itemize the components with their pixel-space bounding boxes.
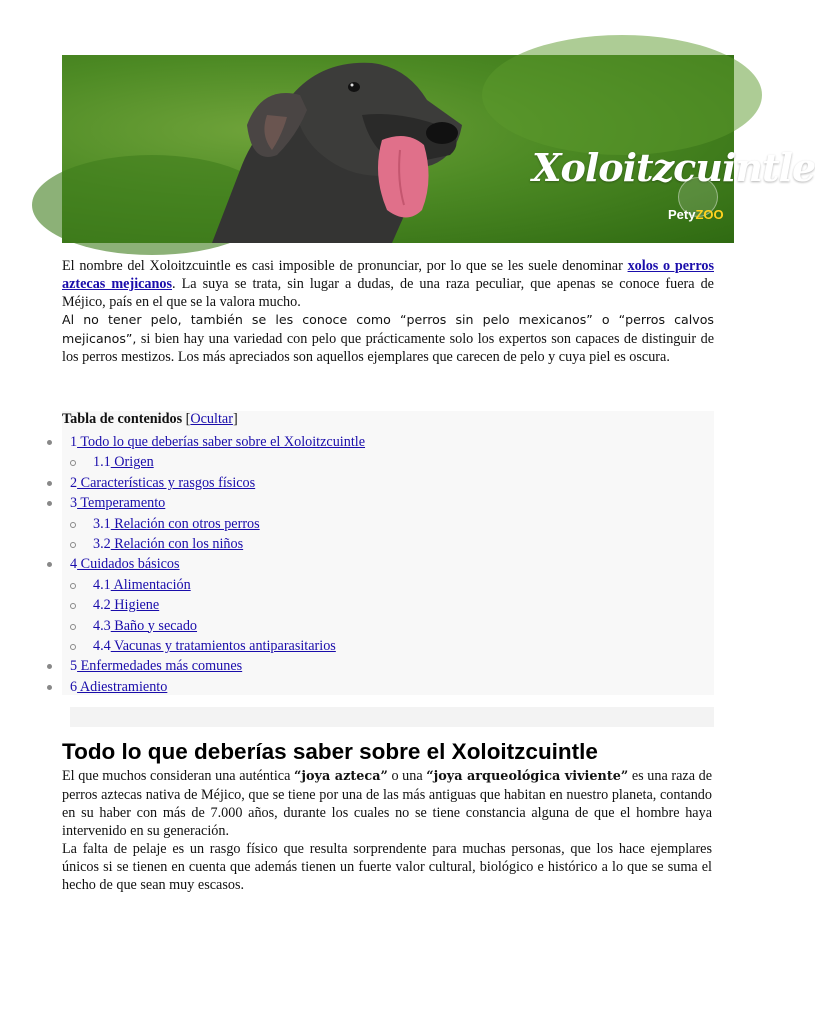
toc-item-number: 4.1 — [93, 576, 111, 593]
bullet-icon — [47, 481, 52, 486]
toc-item-link[interactable]: Relación con otros perros — [110, 515, 260, 532]
emphasis-text: “joya azteca” — [294, 769, 388, 784]
toc-item — [0, 534, 700, 554]
circle-bullet-icon — [70, 624, 76, 630]
intro-section — [62, 258, 714, 367]
intro-text: El nombre del Xoloitzcuintle es casi imposible de pronunciar, por lo que se les suele denominar — [62, 258, 628, 274]
xolos-link[interactable]: xolos o perros aztecas mejicanos — [62, 258, 714, 292]
toc-item-link[interactable]: Cuidados básicos — [77, 556, 180, 573]
toc-item-link[interactable]: Adiestramiento — [77, 678, 168, 695]
section-body — [62, 767, 712, 894]
toc-item-link[interactable]: Alimentación — [110, 576, 191, 593]
logo-text-zoo: ZOO — [695, 207, 724, 222]
toc-footer-bar — [70, 707, 714, 727]
intro-paragraph-2 — [62, 311, 714, 366]
toc-item-link[interactable]: Origen — [110, 454, 154, 471]
toc-item-link[interactable]: Todo lo que deberías saber sobre el Xoloitzcuintle — [77, 434, 366, 450]
toc-item-link[interactable]: Higiene — [110, 597, 160, 614]
toc-item-number: 3.1 — [93, 515, 111, 532]
logo-text-pety: Pety — [668, 207, 696, 222]
toc-item-number: 4.2 — [93, 597, 111, 614]
toc-list — [0, 432, 700, 697]
toc-heading: Tabla de contenidos [Ocultar] — [62, 411, 238, 427]
bullet-icon — [47, 501, 52, 506]
toc-item-number: 3.2 — [93, 535, 111, 552]
section-paragraph-2: La falta de pelaje es un rasgo físico que resulta sorprendente para muchas personas, que los hace ejemplares únicos si se tienen en cuenta que además tienen un fuerte valor cultural, biológico e histórico a lo que se suma el hecho de que sean muy escasos. — [62, 841, 712, 893]
toc-hide-link[interactable]: Ocultar — [190, 411, 233, 427]
toc-item — [0, 554, 700, 574]
section-heading: Todo lo que deberías saber sobre el Xoloitzcuintle — [62, 739, 598, 764]
toc-item — [0, 656, 700, 676]
toc-item-link[interactable]: Baño y secado — [110, 617, 198, 634]
toc-item-number: 4.4 — [93, 637, 111, 654]
toc-item-link[interactable]: Enfermedades más comunes — [77, 658, 243, 675]
toc-item — [0, 616, 700, 636]
toc-item-number: 1.1 — [93, 454, 111, 471]
bullet-icon — [47, 562, 52, 567]
bullet-icon — [47, 440, 52, 445]
bullet-icon — [47, 685, 52, 690]
toc-item-link[interactable]: Temperamento — [77, 495, 166, 512]
toc-item — [0, 595, 700, 615]
banner-title: Xoloitzcuintle — [532, 145, 815, 190]
bullet-icon — [47, 664, 52, 669]
toc-item-number: 5 — [70, 658, 78, 675]
petyzoo-logo — [664, 173, 734, 237]
toc-item — [0, 575, 700, 595]
circle-bullet-icon — [70, 542, 76, 548]
circle-bullet-icon — [70, 583, 76, 589]
circle-bullet-icon — [70, 603, 76, 609]
intro-text: Al no tener pelo, también se les conoce como “perros sin pelo mexicanos” o “perros calvos mejicanos”, — [62, 312, 714, 347]
intro-text: . La suya se trata, sin lugar a dudas, de una raza peculiar, que apenas se conoce fuera de Méjico, país en el que se la valora mucho. — [62, 275, 714, 310]
circle-bullet-icon — [70, 460, 76, 466]
table-of-contents — [62, 411, 714, 695]
toc-item — [0, 493, 700, 513]
banner-image — [62, 55, 815, 243]
toc-item-number: 2 — [70, 474, 78, 491]
toc-item — [0, 677, 700, 697]
toc-item-number: 4 — [70, 556, 78, 573]
toc-item — [0, 473, 700, 493]
toc-item-number: 6 — [70, 678, 78, 695]
toc-item — [0, 636, 700, 656]
circle-bullet-icon — [70, 644, 76, 650]
toc-item — [0, 432, 700, 452]
toc-item-number: 1 — [70, 434, 78, 450]
toc-item-link[interactable]: Relación con los niños — [110, 535, 244, 552]
circle-bullet-icon — [70, 522, 76, 528]
intro-text: si bien hay una variedad con pelo que prácticamente solo los expertos son capaces de distinguir de los perros mestizos. Los más apreciados son aquellos ejemplares que carecen de pelo y cuya piel es oscura. — [62, 331, 714, 365]
toc-item-number: 4.3 — [93, 617, 111, 634]
toc-item — [0, 514, 700, 534]
intro-paragraph-1 — [62, 258, 714, 311]
toc-item-number: 3 — [70, 495, 78, 512]
toc-item — [0, 452, 700, 472]
toc-title: Tabla de contenidos — [62, 411, 183, 427]
toc-item-link[interactable]: Vacunas y tratamientos antiparasitarios — [110, 637, 336, 654]
toc-item-link[interactable]: Características y rasgos físicos — [77, 474, 256, 491]
emphasis-text: “joya arqueológica viviente” — [426, 769, 629, 784]
section-paragraph-1: El que muchos consideran una auténtica “joya azteca” o una “joya arqueológica viviente” es una raza de perros aztecas nativa de Méjico, que se tiene por una de las más antiguas que habitan en nuestro planeta, contando en su haber con más de 7.000 años, durante los cuales no se tiene constancia alguna de que el hombre haya intervenido en su generación. — [62, 768, 712, 839]
